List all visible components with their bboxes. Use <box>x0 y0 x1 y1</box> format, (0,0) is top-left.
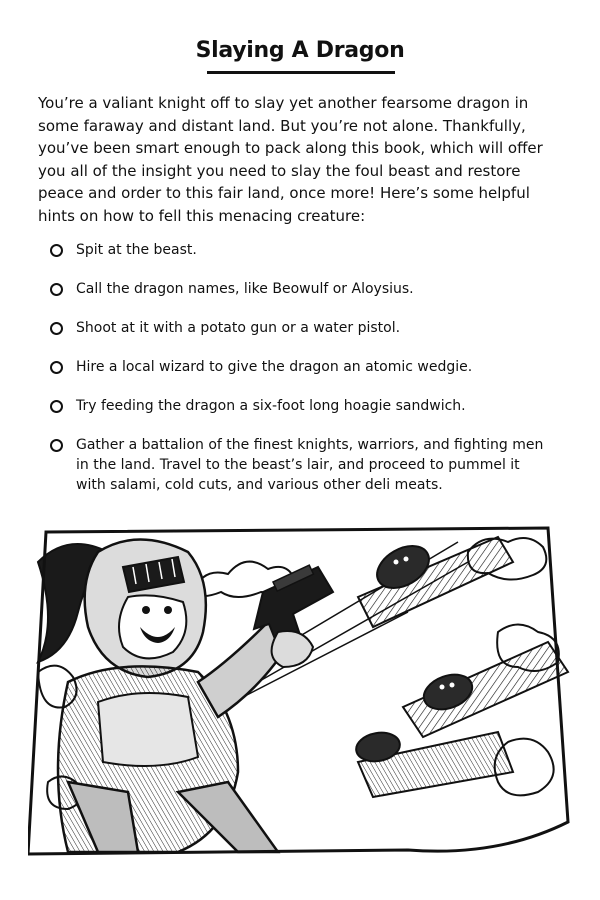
knight-with-salami-gun-illustration <box>28 522 573 862</box>
circle-bullet-icon <box>50 283 63 296</box>
intro-paragraph: You’re a valiant knight off to slay yet another fearsome dragon in some faraway and distant land. But you’re not alone. Thankfully, you’ve been smart enough to pack along this book, which will offer you all of the insight you need to slay the foul beast and restore peace and order to this fair land, once more! Here’s some helpful hints on how to fell this menacing creature: <box>38 94 543 225</box>
hint-item <box>50 396 550 416</box>
hint-text: Call the dragon names, like Beowulf or Aloysius. <box>76 281 414 297</box>
hint-text: Hire a local wizard to give the dragon an atomic wedgie. <box>76 359 473 375</box>
hint-item <box>50 240 550 260</box>
hint-text: Shoot at it with a potato gun or a water pistol. <box>76 320 401 336</box>
title-underline <box>207 71 395 74</box>
hint-item <box>50 357 550 377</box>
circle-bullet-icon <box>50 439 63 452</box>
hint-item <box>50 435 550 495</box>
hint-text: Try feeding the dragon a six-foot long hoagie sandwich. <box>76 398 466 414</box>
circle-bullet-icon <box>50 244 63 257</box>
hint-list <box>50 240 550 514</box>
hint-text: Spit at the beast. <box>76 242 197 258</box>
circle-bullet-icon <box>50 400 63 413</box>
hint-item <box>50 318 550 338</box>
hint-item <box>50 279 550 299</box>
page-title: Slaying A Dragon <box>195 38 405 63</box>
circle-bullet-icon <box>50 361 63 374</box>
circle-bullet-icon <box>50 322 63 335</box>
hint-text: Gather a battalion of the finest knights, warriors, and fighting men in the land. Travel to the beast’s lair, and proceed to pummel it with salami, cold cuts, and various other deli meats. <box>76 437 544 493</box>
